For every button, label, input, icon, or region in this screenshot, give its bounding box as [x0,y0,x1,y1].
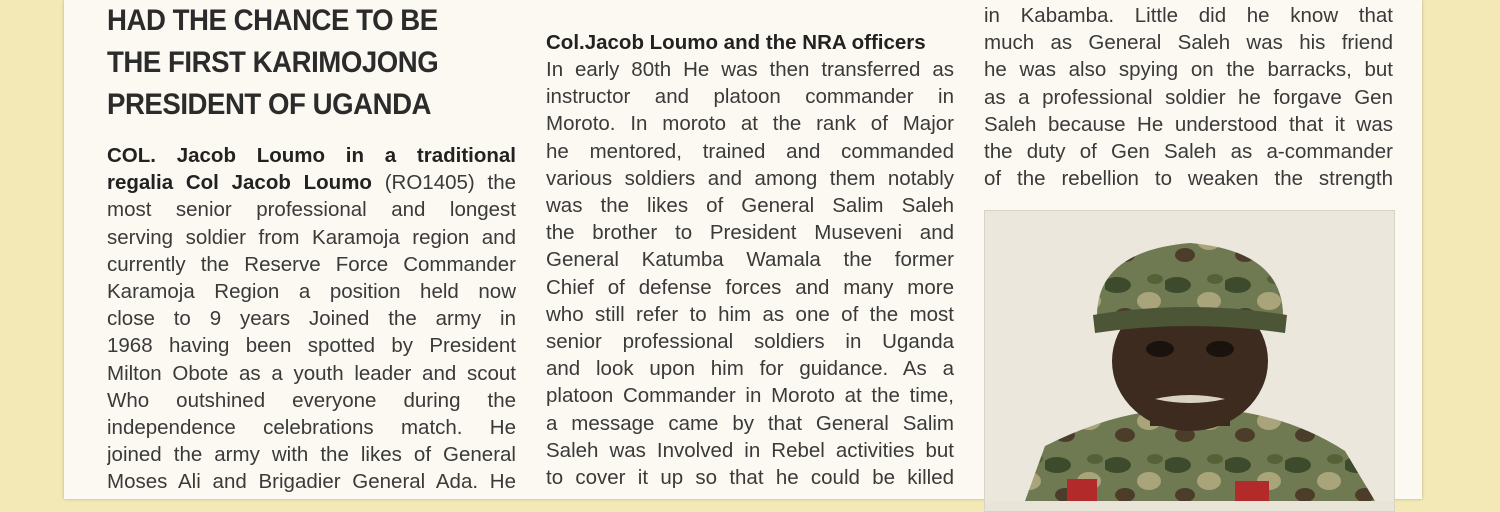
article-headline [107,0,438,126]
text-line: he was also spying on the barracks, but [984,58,1393,82]
text-line: most senior professional and longest [107,198,516,222]
text-line: General Katumba Wamala the former [546,248,954,272]
portrait-illustration [985,211,1394,501]
text-line: Karamoja Region a position held now [107,280,516,304]
text-line: the brother to President Museveni and [546,221,954,245]
text-line: to cover it up so that he could be killed [546,466,954,490]
text-line: Moses Ali and Brigadier General Ada. He [107,470,516,494]
headline-line: HAD THE CHANCE TO BE [107,4,438,37]
headline-line: PRESIDENT OF UGANDA [107,88,432,121]
text-line: platoon Commander in Moroto at the time, [546,384,954,408]
text-line: various soldiers and among them notably [546,166,954,190]
column-1-text [107,142,516,496]
headline-line: THE FIRST KARIMOJONG [107,46,439,79]
text-line: and look upon him for guidance. As a [546,357,954,381]
text-line: as a professional soldier he forgave Gen [984,85,1393,109]
lead-line: COL. Jacob Loumo in a traditional [107,144,516,167]
text-line: who still refer to him as one of the most [546,302,954,326]
text-line: serving soldier from Karamoja region and [107,225,516,249]
text-line: much as General Saleh was his friend [984,31,1393,55]
text-line: joined the army with the likes of General [107,443,516,467]
text-line: senior professional soldiers in Uganda [546,330,954,354]
text-line: Saleh was Involved in Rebel activities but [546,438,954,462]
text-line: of the rebellion to weaken the strength [984,167,1393,191]
text-line: close to 9 years Joined the army in [107,307,516,331]
text-line: independence celebrations match. He [107,416,516,440]
text-line: In early 80th He was then transferred as [546,58,954,81]
text-line: Milton Obote as a youth leader and scout [107,361,516,385]
text-line: was the likes of General Salim Saleh [546,194,954,218]
text-line: Moroto. In moroto at the rank of Major [546,112,954,136]
lead-bold-text: regalia Col Jacob Loumo [107,171,372,195]
text-line: instructor and platoon commander in [546,85,954,109]
column-2-text [546,56,954,491]
text-line: Saleh because He understood that it was [984,112,1393,136]
text-line: a message came by that General Salim [546,411,954,435]
text-line: the duty of Gen Saleh as a-commander [984,140,1393,164]
text-line: he mentored, trained and commanded [546,139,954,163]
text-line: regalia Col Jacob Loumo (RO1405) the [107,171,516,195]
text-line: Who outshined everyone during the [107,388,516,412]
section-subhead: Col.Jacob Loumo and the NRA officers [546,31,926,54]
text-line: in Kabamba. Little did he know that [984,4,1393,27]
column-3-text [984,2,1393,192]
portrait-photo [984,210,1395,512]
text-line: Chief of defense forces and many more [546,275,954,299]
text-line: currently the Reserve Force Commander [107,252,516,276]
text-line: 1968 having been spotted by President [107,334,516,358]
